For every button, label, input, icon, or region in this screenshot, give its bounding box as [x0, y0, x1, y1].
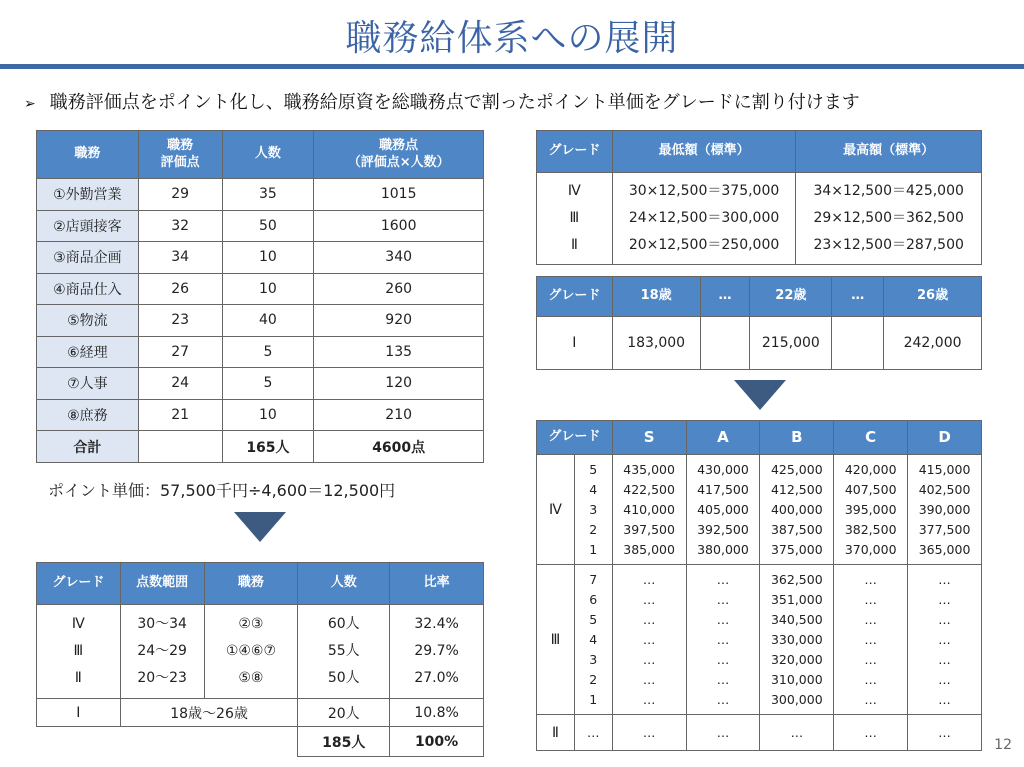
grade-list: Ⅳ Ⅲ Ⅱ — [37, 605, 121, 699]
pay-cell: 330,000 — [770, 631, 823, 647]
mm-min-values: 30×12,500＝375,000 24×12,500＝300,000 20×12,500＝250,000 — [612, 173, 796, 265]
pay-cell: 377,500 — [918, 521, 971, 537]
pay-cell: … — [864, 571, 877, 587]
pay-cell: 417,500 — [697, 481, 749, 497]
grade-total-ratio: 100% — [390, 727, 484, 757]
pay-cell: 390,000 — [918, 501, 971, 517]
pay-cell: 2 — [589, 671, 598, 687]
pay-g3-s-column — [612, 565, 686, 715]
pay-g2-cell: … — [834, 715, 908, 751]
min-max-table — [536, 130, 982, 265]
job-points: 920 — [314, 305, 484, 337]
pay-g3-grade: Ⅲ — [537, 565, 575, 715]
pay-cell: 422,500 — [623, 481, 675, 497]
pay-cell: 380,000 — [697, 541, 749, 557]
pay-g2-cell: … — [574, 715, 612, 751]
pay-cell: … — [642, 591, 656, 607]
pay-cell: 1 — [589, 691, 598, 707]
pay-header-c: C — [834, 421, 908, 455]
pay-header-s: S — [612, 421, 686, 455]
pay-cell: … — [864, 611, 877, 627]
grade-header-ratio: 比率 — [390, 563, 484, 605]
pay-cell: 410,000 — [623, 501, 675, 517]
pay-cell: 340,500 — [770, 611, 823, 627]
total-row — [37, 431, 484, 463]
pay-g2-cell: … — [760, 715, 834, 751]
job-eval: 26 — [138, 273, 222, 305]
page-number: 12 — [994, 737, 1012, 753]
grade-i-count: 20人 — [298, 699, 390, 727]
pay-g4-a-column — [686, 455, 760, 565]
pay-cell: 1 — [589, 541, 598, 557]
pay-cell: … — [938, 611, 951, 627]
grade-header-jobs: 職務 — [204, 563, 298, 605]
pay-header-b: B — [760, 421, 834, 455]
job-name: ⑤物流 — [37, 305, 139, 337]
job-name: ②店頭接客 — [37, 210, 139, 242]
age-header-22: 22歳 — [750, 277, 832, 317]
pay-cell: 415,000 — [918, 461, 971, 477]
table-row — [37, 368, 484, 400]
pay-cell: … — [642, 611, 656, 627]
grade-total-count: 185人 — [298, 727, 390, 757]
age-header-grade: グレード — [537, 277, 613, 317]
mm-header-min: 最低額（標準） — [612, 131, 796, 173]
grade-table — [36, 562, 484, 757]
pay-cell: 430,000 — [697, 461, 749, 477]
pay-cell: 405,000 — [697, 501, 749, 517]
mm-header-max: 最高額（標準） — [796, 131, 982, 173]
age-pay-table — [536, 276, 982, 370]
pay-cell: 3 — [589, 501, 598, 517]
pay-cell: 375,000 — [770, 541, 823, 557]
pay-cell: 4 — [589, 481, 598, 497]
pay-cell: … — [716, 671, 730, 687]
down-arrow-icon — [734, 380, 786, 412]
job-count: 50 — [222, 210, 314, 242]
job-points: 210 — [314, 399, 484, 431]
pay-cell: 365,000 — [918, 541, 971, 557]
age-header-gap1: … — [700, 277, 750, 317]
table-row — [37, 305, 484, 337]
age-18-value: 183,000 — [612, 317, 700, 370]
total-points: 4600点 — [314, 431, 484, 463]
pay-g3-d-column — [908, 565, 982, 715]
pay-cell: … — [938, 671, 951, 687]
pay-cell: 425,000 — [770, 461, 823, 477]
job-points: 260 — [314, 273, 484, 305]
age-grade: Ⅰ — [537, 317, 613, 370]
pay-cell: 402,500 — [918, 481, 971, 497]
pay-cell: … — [864, 631, 877, 647]
job-count: 10 — [222, 273, 314, 305]
job-points: 1015 — [314, 179, 484, 211]
pay-cell: … — [716, 571, 730, 587]
pay-cell: 407,500 — [844, 481, 897, 497]
job-points: 340 — [314, 242, 484, 274]
range-list: 30～34 24～29 20～23 — [120, 605, 204, 699]
pay-cell: 362,500 — [770, 571, 823, 587]
pay-g2-grade: Ⅱ — [537, 715, 575, 751]
grade-header-count: 人数 — [298, 563, 390, 605]
pay-cell: 2 — [589, 521, 598, 537]
pay-cell: 435,000 — [623, 461, 675, 477]
age-header-gap2: … — [832, 277, 884, 317]
ratio-list: 32.4% 29.7% 27.0% — [390, 605, 484, 699]
age-gap1-value — [700, 317, 750, 370]
pay-g2-cell: … — [612, 715, 686, 751]
pay-cell: 7 — [589, 571, 598, 587]
table-row — [37, 210, 484, 242]
job-name: ⑧庶務 — [37, 399, 139, 431]
pay-cell: … — [716, 611, 730, 627]
pay-cell: 395,000 — [844, 501, 897, 517]
job-points: 120 — [314, 368, 484, 400]
pay-g4-s-column — [612, 455, 686, 565]
grade-header-grade: グレード — [37, 563, 121, 605]
pay-cell: 412,500 — [770, 481, 823, 497]
pay-cell: 5 — [589, 611, 598, 627]
header-job: 職務 — [37, 131, 139, 179]
job-eval: 21 — [138, 399, 222, 431]
pay-header-grade: グレード — [537, 421, 613, 455]
grade-i-range: 18歳～26歳 — [120, 699, 298, 727]
pay-cell: 300,000 — [770, 691, 823, 707]
pay-g4-b-column — [760, 455, 834, 565]
pay-header-d: D — [908, 421, 982, 455]
table-row — [37, 336, 484, 368]
pay-cell: … — [938, 631, 951, 647]
pay-cell: … — [864, 591, 877, 607]
age-22-value: 215,000 — [750, 317, 832, 370]
age-26-value: 242,000 — [884, 317, 982, 370]
pay-cell: … — [864, 671, 877, 687]
pay-cell: 387,500 — [770, 521, 823, 537]
page-title: 職務給体系への展開 — [345, 18, 679, 59]
job-name: ⑦人事 — [37, 368, 139, 400]
grade-i-ratio: 10.8% — [390, 699, 484, 727]
pay-cell: … — [938, 691, 951, 707]
pay-cell: … — [642, 671, 656, 687]
job-count: 40 — [222, 305, 314, 337]
job-name: ⑥経理 — [37, 336, 139, 368]
pay-cell: … — [642, 691, 656, 707]
job-name: ④商品仕入 — [37, 273, 139, 305]
job-count: 5 — [222, 368, 314, 400]
job-count: 10 — [222, 399, 314, 431]
jobs-list: ②③ ①④⑥⑦ ⑤⑧ — [204, 605, 298, 699]
job-eval: 23 — [138, 305, 222, 337]
pay-cell: 382,500 — [844, 521, 897, 537]
pay-cell: 392,500 — [697, 521, 749, 537]
mm-max-values: 34×12,500＝425,000 29×12,500＝362,500 23×12,500＝287,500 — [796, 173, 982, 265]
pay-g3-a-column — [686, 565, 760, 715]
pay-cell: … — [642, 571, 656, 587]
pay-cell: 400,000 — [770, 501, 823, 517]
header-points: 職務点 （評価点×人数） — [314, 131, 484, 179]
age-header-26: 26歳 — [884, 277, 982, 317]
job-eval: 27 — [138, 336, 222, 368]
header-eval: 職務 評価点 — [138, 131, 222, 179]
pay-cell: … — [716, 651, 730, 667]
pay-cell: … — [938, 571, 951, 587]
age-gap2-value — [832, 317, 884, 370]
pay-cell: 351,000 — [770, 591, 823, 607]
job-count: 5 — [222, 336, 314, 368]
pay-cell: … — [716, 591, 730, 607]
pay-cell: … — [864, 651, 877, 667]
job-eval: 29 — [138, 179, 222, 211]
job-eval: 24 — [138, 368, 222, 400]
pay-g4-grade: Ⅳ — [537, 455, 575, 565]
job-points: 1600 — [314, 210, 484, 242]
pay-cell: … — [642, 631, 656, 647]
table-row — [37, 399, 484, 431]
mm-grades: Ⅳ Ⅲ Ⅱ — [537, 173, 613, 265]
pay-scale-table — [536, 420, 982, 751]
job-name: ③商品企画 — [37, 242, 139, 274]
job-eval: 32 — [138, 210, 222, 242]
pay-cell: … — [938, 651, 951, 667]
pay-cell: 385,000 — [623, 541, 675, 557]
pay-cell: 3 — [589, 651, 598, 667]
age-header-18: 18歳 — [612, 277, 700, 317]
pay-g2-cell: … — [908, 715, 982, 751]
total-blank — [138, 431, 222, 463]
job-eval: 34 — [138, 242, 222, 274]
down-arrow-icon — [234, 512, 286, 544]
pay-cell: 397,500 — [623, 521, 675, 537]
pay-header-a: A — [686, 421, 760, 455]
pay-cell: 4 — [589, 631, 598, 647]
pay-g2-cell: … — [686, 715, 760, 751]
table-row — [37, 179, 484, 211]
header-count: 人数 — [222, 131, 314, 179]
job-points: 135 — [314, 336, 484, 368]
pay-cell: … — [716, 691, 730, 707]
pay-cell: … — [642, 651, 656, 667]
pay-cell: 370,000 — [844, 541, 897, 557]
job-count: 35 — [222, 179, 314, 211]
total-count: 165人 — [222, 431, 314, 463]
bullet-arrow-icon: ➢ — [24, 96, 36, 112]
job-name: ①外勤営業 — [37, 179, 139, 211]
total-label: 合計 — [37, 431, 139, 463]
pay-g3-b-column — [760, 565, 834, 715]
grade-header-range: 点数範囲 — [120, 563, 204, 605]
pay-cell: 420,000 — [844, 461, 897, 477]
lead-label: 職務評価点をポイント化し、職務給原資を総職務点で割ったポイント単価をグレードに割り付けます — [49, 92, 860, 113]
count-list: 60人 55人 50人 — [298, 605, 390, 699]
pay-cell: … — [938, 591, 951, 607]
lead-text — [24, 88, 860, 114]
pay-cell: 310,000 — [770, 671, 823, 687]
pay-cell: 6 — [589, 591, 598, 607]
pay-cell: 5 — [589, 461, 598, 477]
job-count: 10 — [222, 242, 314, 274]
title-rule — [0, 64, 1024, 69]
mm-header-grade: グレード — [537, 131, 613, 173]
grade-i-label: Ⅰ — [37, 699, 121, 727]
pay-g3-steps-column — [574, 565, 612, 715]
job-evaluation-table — [36, 130, 484, 463]
pay-cell: … — [716, 631, 730, 647]
pay-g3-c-column — [834, 565, 908, 715]
grade-total-spacer — [37, 727, 298, 757]
table-row — [37, 242, 484, 274]
point-unit-note: ポイント単価：57,500千円÷4,600＝12,500円 — [48, 481, 396, 500]
pay-g4-c-column — [834, 455, 908, 565]
pay-g4-steps-column — [574, 455, 612, 565]
pay-cell: 320,000 — [770, 651, 823, 667]
pay-cell: … — [864, 691, 877, 707]
pay-g4-d-column — [908, 455, 982, 565]
table-row — [37, 273, 484, 305]
